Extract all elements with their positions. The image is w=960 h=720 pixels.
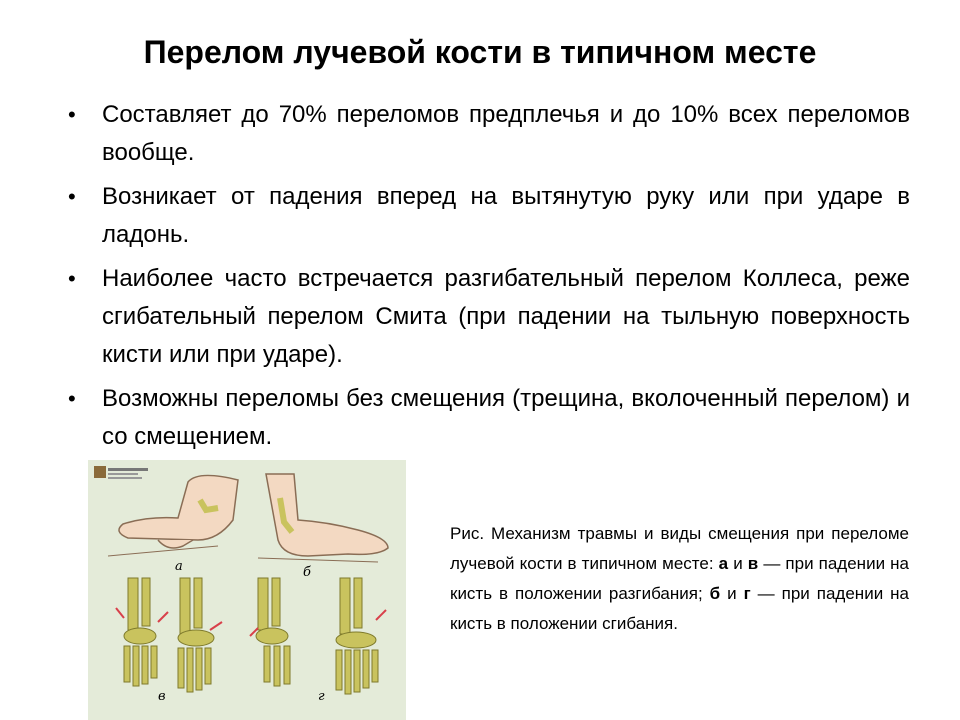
caption-label-v: в bbox=[747, 554, 759, 573]
caption-label-g: г bbox=[743, 584, 751, 603]
bullet-list bbox=[64, 96, 910, 462]
bullet-text: Возможны переломы без смещения (трещина, вколоченный перелом) и со смещением. bbox=[102, 385, 910, 450]
bullet-item bbox=[64, 260, 910, 374]
slide-title: Перелом лучевой кости в типичном месте bbox=[143, 34, 817, 70]
label-g: г bbox=[318, 689, 325, 704]
figure-caption bbox=[450, 519, 909, 639]
bullet-item bbox=[64, 380, 910, 456]
bullet-item bbox=[64, 96, 910, 172]
bullet-dot-icon: • bbox=[68, 184, 76, 209]
caption-text: — при падении на кисть в положении разгибания; bbox=[450, 554, 909, 603]
label-b: б bbox=[303, 565, 311, 580]
bullet-dot-icon: • bbox=[68, 102, 76, 127]
bullet-item bbox=[64, 178, 910, 254]
caption-label-b: б bbox=[709, 584, 721, 603]
fracture-illustration bbox=[88, 460, 406, 720]
hand-b-illustration bbox=[258, 474, 388, 562]
hand-a-illustration bbox=[108, 475, 238, 556]
skeleton-v-illustration bbox=[124, 578, 214, 692]
bullet-text: Наиболее часто встречается разгибательный перелом Коллеса, реже сгибательный перелом Смита (при падении на тыльную поверхность кисти или при ударе). bbox=[102, 265, 910, 368]
label-v: в bbox=[158, 689, 166, 704]
bullet-text: Составляет до 70% переломов предплечья и до 10% всех переломов вообще. bbox=[102, 101, 910, 166]
caption-text: и bbox=[720, 584, 744, 603]
skeleton-g-illustration bbox=[256, 578, 378, 694]
bullet-dot-icon: • bbox=[68, 386, 76, 411]
caption-label-a: а bbox=[718, 554, 729, 573]
bullet-text: Возникает от падения вперед на вытянутую руку или при ударе в ладонь. bbox=[102, 183, 910, 248]
caption-text: Рис. Механизм травмы и виды смещения при переломе лучевой кости в типичном месте: bbox=[450, 524, 909, 573]
label-a: а bbox=[175, 559, 183, 574]
caption-text: и bbox=[728, 554, 748, 573]
bullet-dot-icon: • bbox=[68, 266, 76, 291]
caption-text: — при падении на кисть в положении сгибания. bbox=[450, 584, 909, 633]
encyclopedia-logo-icon bbox=[94, 466, 148, 479]
